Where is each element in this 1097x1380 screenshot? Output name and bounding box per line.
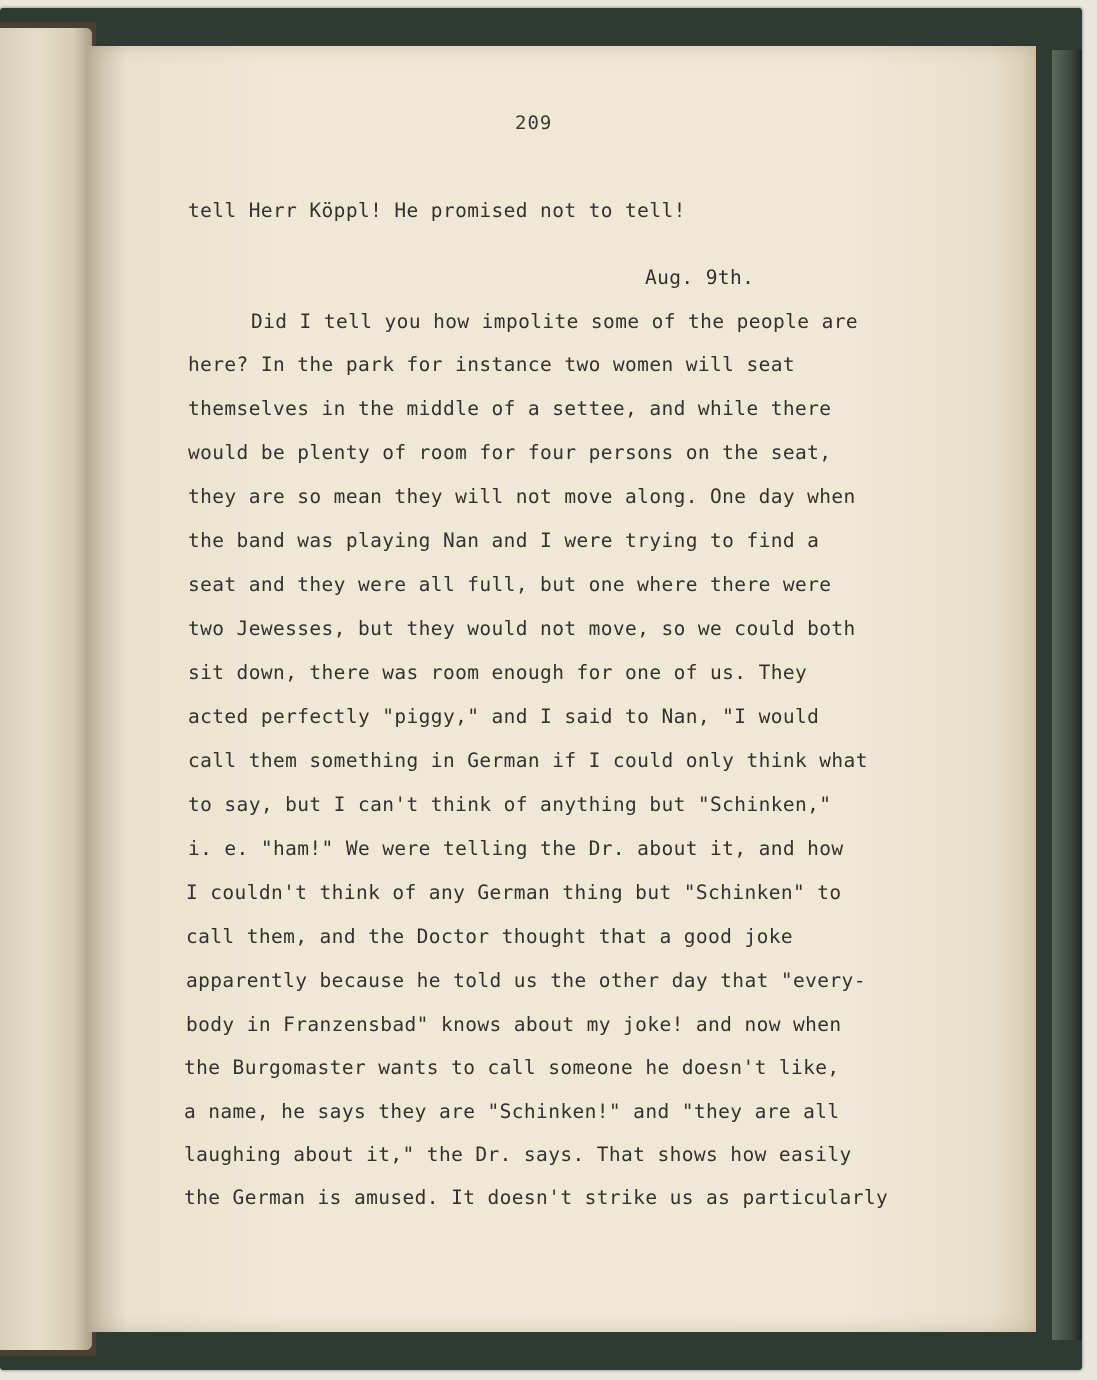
text-line: call them, and the Doctor thought that a good joke xyxy=(186,925,793,948)
text-line: call them something in German if I could only think what xyxy=(188,749,868,772)
page-number: 209 xyxy=(515,112,553,134)
text-line: apparently because he told us the other day that "every- xyxy=(186,969,866,992)
text-line: I couldn't think of any German thing but "Schinken" to xyxy=(186,881,842,904)
text-line: sit down, there was room enough for one of us. They xyxy=(188,661,808,684)
date-heading: Aug. 9th. xyxy=(645,266,755,289)
text-line: body in Franzensbad" knows about my joke! and now when xyxy=(186,1013,842,1036)
text-line: here? In the park for instance two women will seat xyxy=(188,353,795,376)
text-line: themselves in the middle of a settee, and while there xyxy=(188,397,832,420)
text-line: a name, he says they are "Schinken!" and "they are all xyxy=(184,1100,840,1123)
text-line: i. e. "ham!" We were telling the Dr. about it, and how xyxy=(188,837,844,860)
text-line: seat and they were all full, but one where there were xyxy=(188,573,832,596)
text-line: Did I tell you how impolite some of the people are xyxy=(251,310,858,333)
cover-spine-edge xyxy=(1052,50,1082,1340)
text-line: laughing about it," the Dr. says. That shows how easily xyxy=(184,1143,852,1166)
text-line: the band was playing Nan and I were trying to find a xyxy=(188,529,820,552)
text-line: to say, but I can't think of anything but "Schinken," xyxy=(188,793,832,816)
text-line: would be plenty of room for four persons on the seat, xyxy=(188,441,832,464)
text-line: tell Herr Köppl! He promised not to tell! xyxy=(188,199,686,222)
document-page xyxy=(88,46,1036,1332)
facing-page xyxy=(0,28,92,1350)
text-line: the German is amused. It doesn't strike us as particularly xyxy=(184,1186,889,1209)
text-line: acted perfectly "piggy," and I said to Nan, "I would xyxy=(188,705,820,728)
text-line: the Burgomaster wants to call someone he doesn't like, xyxy=(184,1056,840,1079)
text-line: they are so mean they will not move along. One day when xyxy=(188,485,856,508)
text-line: two Jewesses, but they would not move, so we could both xyxy=(188,617,856,640)
